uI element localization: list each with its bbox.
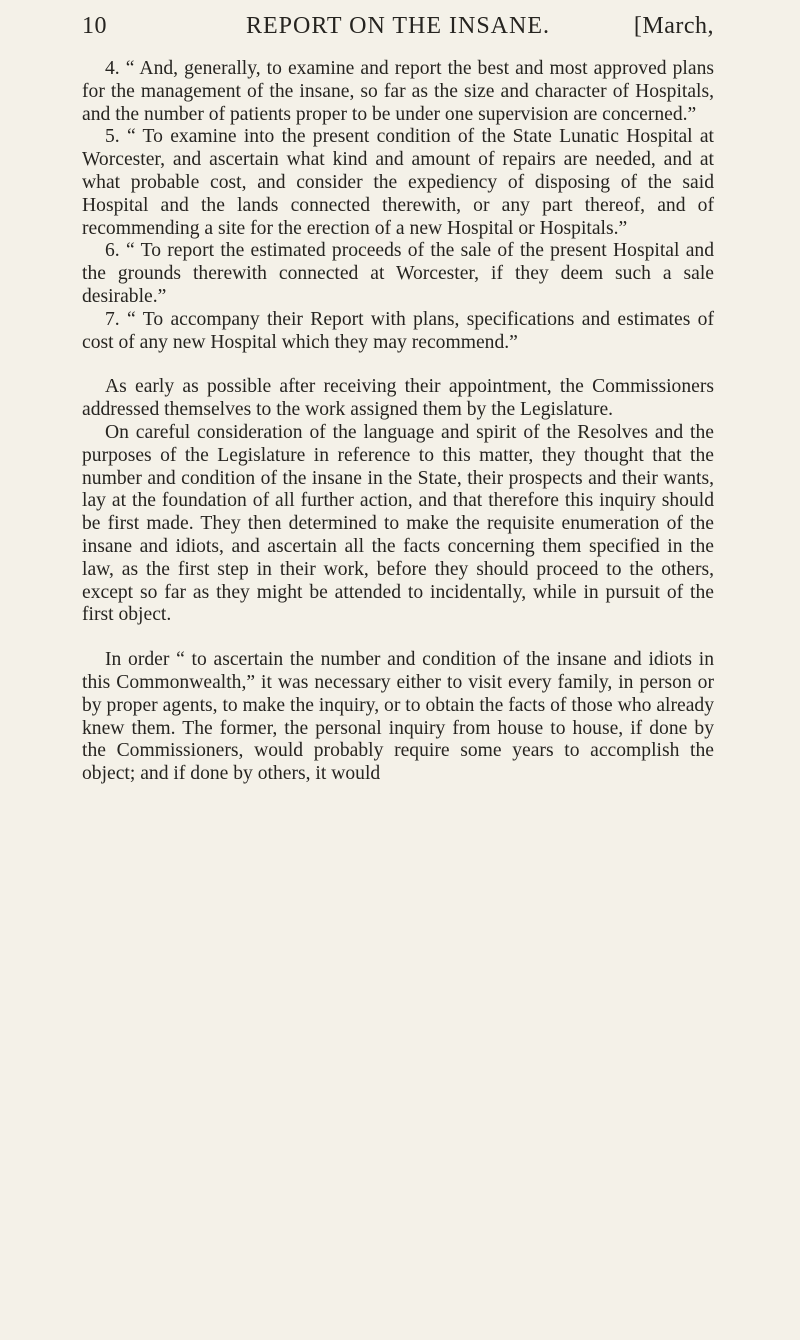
paragraph-inquiry: In order “ to ascertain the number and condition of the insane and idiots in this Commonwealth,” it was necessary either to visit every family, in person or by proper agents, to make the inquiry, or to obtain the facts of those who already knew them. The former, the personal inquiry from house to house, if done by the Commissioners, would probably require some years to accomplish the object; and if done by others, it would [82,649,714,785]
resolve-item-4: 4. “ And, generally, to examine and report the best and most approved plans for the management of the insane, so far as the size and character of Hospitals, and the number of patients proper to be under one supervision are concerned.” [82,58,714,125]
page-title: REPORT ON THE INSANE. [245,13,551,39]
body-text [82,58,714,786]
paragraph-appointment: As early as possible after receiving their appointment, the Commissioners addressed themselves to the work assigned them by the Legislature. [82,376,714,421]
running-head [82,8,714,44]
resolve-item-5: 5. “ To examine into the present condition of the State Lunatic Hospital at Worcester, and ascertain what kind and amount of repairs are needed, and at what probable cost, and consider the expediency of disposing of the said Hospital and the lands connected therewith, or any part thereof, and of recommending a site for the erection of a new Hospital or Hospitals.” [82,126,714,239]
running-head-date: [March, [633,13,714,39]
paragraph-consideration: On careful consideration of the language and spirit of the Resolves and the purposes of the Legislature in reference to this matter, they thought that the number and condition of the insane in the State, their prospects and their wants, lay at the foundation of all further action, and that therefore this inquiry should be first made. They then determined to make the requisite enumeration of the insane and idiots, and ascertain all the facts concerning them specified in the law, as the first step in their work, before they should proceed to the others, except so far as they might be attended to incidentally, while in pursuit of the first object. [82,421,714,626]
page-number: 10 [82,13,107,39]
resolve-item-7: 7. “ To accompany their Report with plans, specifications and estimates of cost of any new Hospital which they may recommend.” [82,308,714,353]
resolve-item-6: 6. “ To report the estimated proceeds of the sale of the present Hospital and the grounds therewith connected at Worcester, if they deem such a sale desirable.” [82,240,714,307]
